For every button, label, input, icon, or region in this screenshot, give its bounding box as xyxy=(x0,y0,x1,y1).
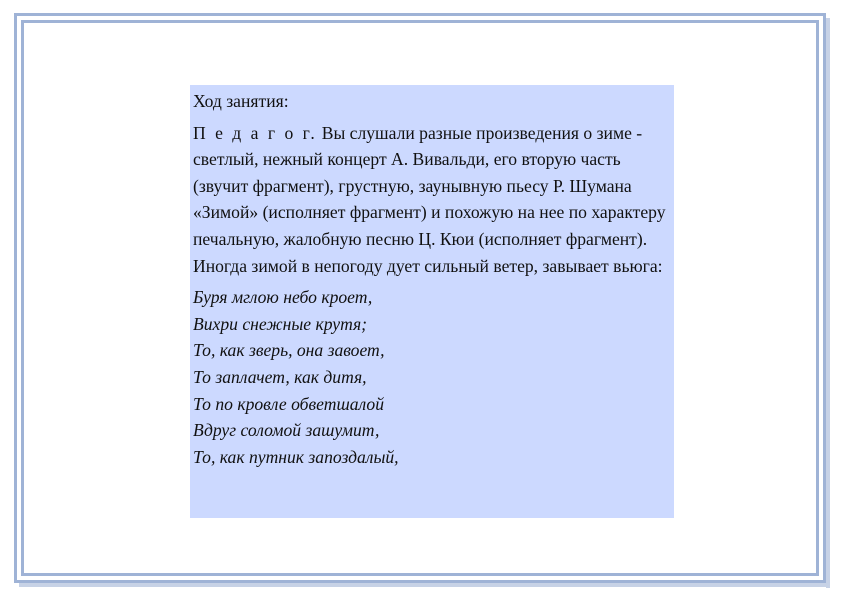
lesson-paragraph xyxy=(193,120,670,280)
poem-line: Буря мглою небо кроет, xyxy=(193,287,373,308)
poem-line: То заплачет, как дитя, xyxy=(193,366,367,387)
poem-block xyxy=(193,284,670,470)
lesson-text-box xyxy=(190,85,674,518)
paragraph-text: Вы слушали разные произведения о зиме - светлый, нежный концерт А. Вивальди, его вторую часть (звучит фрагмент), грустную, заунывную пьесу Р. Шумана «Зимой» (исполняет фрагмент) и похожую на нее по характеру печальную, жалобную песню Ц. Кюи (исполняет фрагмент). Иногда зимой в непогоду дует сильный ветер, завывает вьюга: xyxy=(193,122,666,276)
speaker-label: П е д а г о г. xyxy=(193,122,318,143)
poem-line: То, как зверь, она завоет, xyxy=(193,340,385,361)
poem-line: То, как путник запоздалый, xyxy=(193,446,399,467)
lesson-heading: Ход занятия: xyxy=(193,91,289,111)
poem-line: Вдруг соломой зашумит, xyxy=(193,420,380,441)
poem-line: Вихри снежные крутя; xyxy=(193,313,368,334)
poem-line: То по кровле обветшалой xyxy=(193,393,385,414)
frame-shadow-right xyxy=(826,18,830,588)
frame-shadow-bottom xyxy=(19,583,830,587)
